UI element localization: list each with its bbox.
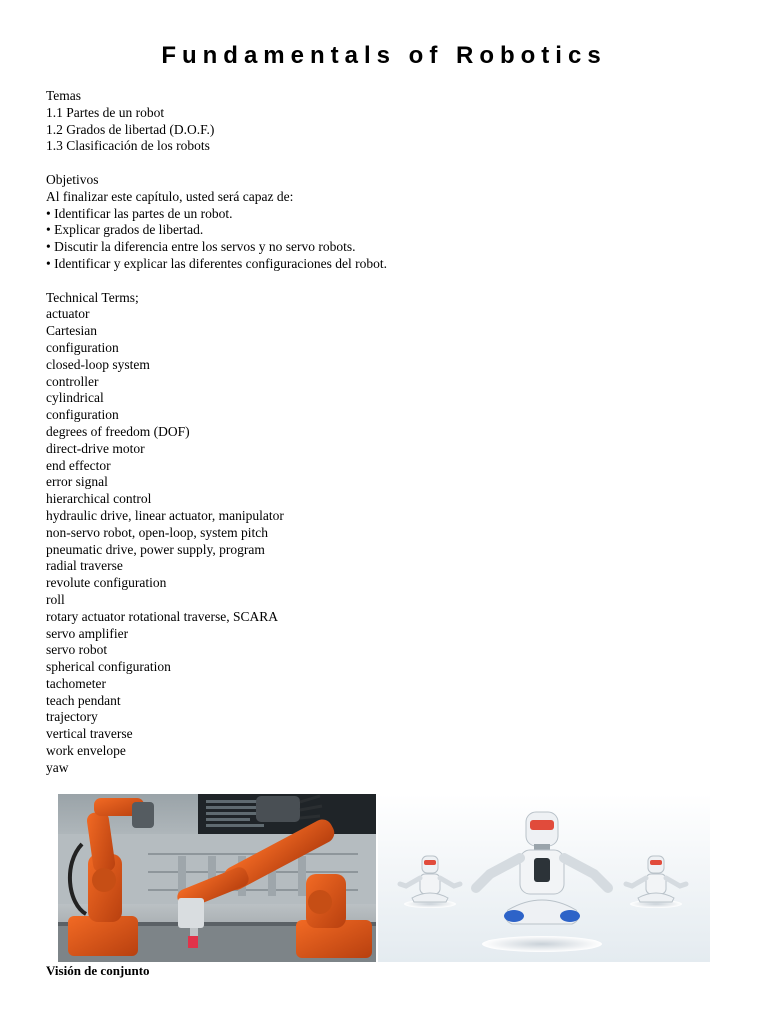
- document-title: Fundamentals of Robotics: [161, 42, 607, 69]
- objetivos-item: • Explicar grados de libertad.: [46, 222, 204, 238]
- image-caption: Visión de conjunto: [46, 963, 150, 978]
- technical-term: radial traverse: [46, 558, 123, 574]
- technical-term: roll: [46, 591, 65, 607]
- technical-term: servo robot: [46, 642, 108, 658]
- technical-term: tachometer: [46, 675, 106, 691]
- technical-term: rotary actuator rotational traverse, SCARA: [46, 608, 279, 624]
- technical-term: revolute configuration: [46, 575, 167, 591]
- technical-term: hydraulic drive, linear actuator, manipulator: [46, 507, 284, 523]
- technical-term: vertical traverse: [46, 726, 133, 742]
- temas-item: 1.2 Grados de libertad (D.O.F.): [46, 121, 215, 137]
- technical-term: controller: [46, 373, 99, 389]
- technical-term: trajectory: [46, 709, 98, 725]
- temas-heading: Temas: [46, 88, 82, 103]
- temas-item: 1.1 Partes de un robot: [46, 104, 165, 120]
- technical-term: direct-drive motor: [46, 440, 145, 456]
- terms-list: [46, 306, 726, 776]
- document-body: [46, 88, 726, 777]
- technical-term: spherical configuration: [46, 659, 171, 675]
- terms-heading: Technical Terms;: [46, 289, 139, 305]
- technical-term: hierarchical control: [46, 491, 152, 507]
- temas-item: 1.3 Clasificación de los robots: [46, 138, 210, 154]
- technical-term: teach pendant: [46, 692, 121, 708]
- technical-term: servo amplifier: [46, 625, 129, 641]
- industrial-robot-arms-photo: [58, 794, 376, 962]
- technical-term: degrees of freedom (DOF): [46, 423, 190, 439]
- objetivos-item: • Identificar y explicar las diferentes configuraciones del robot.: [46, 255, 387, 271]
- technical-term: closed-loop system: [46, 356, 150, 372]
- objetivos-heading: Objetivos: [46, 171, 99, 187]
- technical-term: end effector: [46, 457, 111, 473]
- technical-term: configuration: [46, 339, 119, 355]
- technical-term: cylindrical: [46, 390, 104, 406]
- objetivos-intro: Al finalizar este capítulo, usted será capaz de:: [46, 188, 294, 204]
- technical-term: Cartesian: [46, 323, 97, 339]
- technical-term: yaw: [46, 759, 69, 775]
- technical-term: actuator: [46, 306, 90, 322]
- technical-term: work envelope: [46, 743, 126, 759]
- technical-term: error signal: [46, 474, 108, 490]
- technical-term: pneumatic drive, power supply, program: [46, 541, 265, 557]
- technical-term: configuration: [46, 407, 119, 423]
- objetivos-item: • Identificar las partes de un robot.: [46, 205, 233, 221]
- technical-term: non-servo robot, open-loop, system pitch: [46, 524, 268, 540]
- meditating-robots-illustration: [378, 794, 710, 962]
- objetivos-item: • Discutir la diferencia entre los servos y no servo robots.: [46, 239, 356, 255]
